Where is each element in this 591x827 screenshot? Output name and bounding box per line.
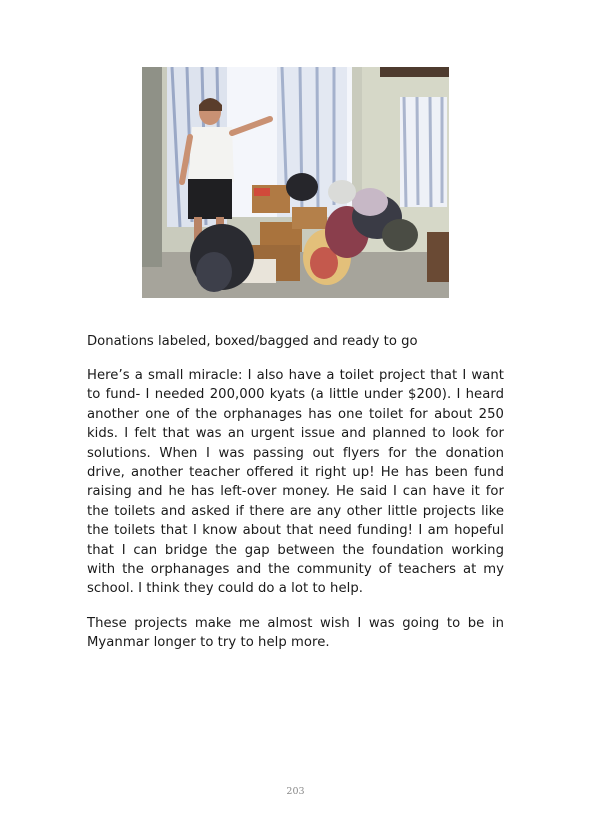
donations-photo-illustration <box>142 67 449 298</box>
paragraph-toilet-project: Here’s a small miracle: I also have a toilet project that I want to fund- I needed 200,000 kyats (a little under $200). I heard another one of the orphanages has one toilet for about 250 kids. I felt that was an urgent issue and planned to look for solutions. When I was passing out flyers for the donation drive, another teacher offered it right up! He has been fund raising and he has left-over money. He said I can have it for the toilets and asked if there are any other little projects like the toilets that I know about that need funding! I am hopeful that I can bridge the gap between the foundation working with the orphanages and the community of teachers at my school. I think they could do a lot to help. <box>87 368 504 597</box>
paragraph-closing: These projects make me almost wish I was going to be in Myanmar longer to try to help more. <box>87 616 504 651</box>
donations-photo <box>142 67 449 298</box>
photo-caption: Donations labeled, boxed/bagged and ready to go <box>87 334 418 349</box>
page-number: 203 <box>286 786 305 797</box>
